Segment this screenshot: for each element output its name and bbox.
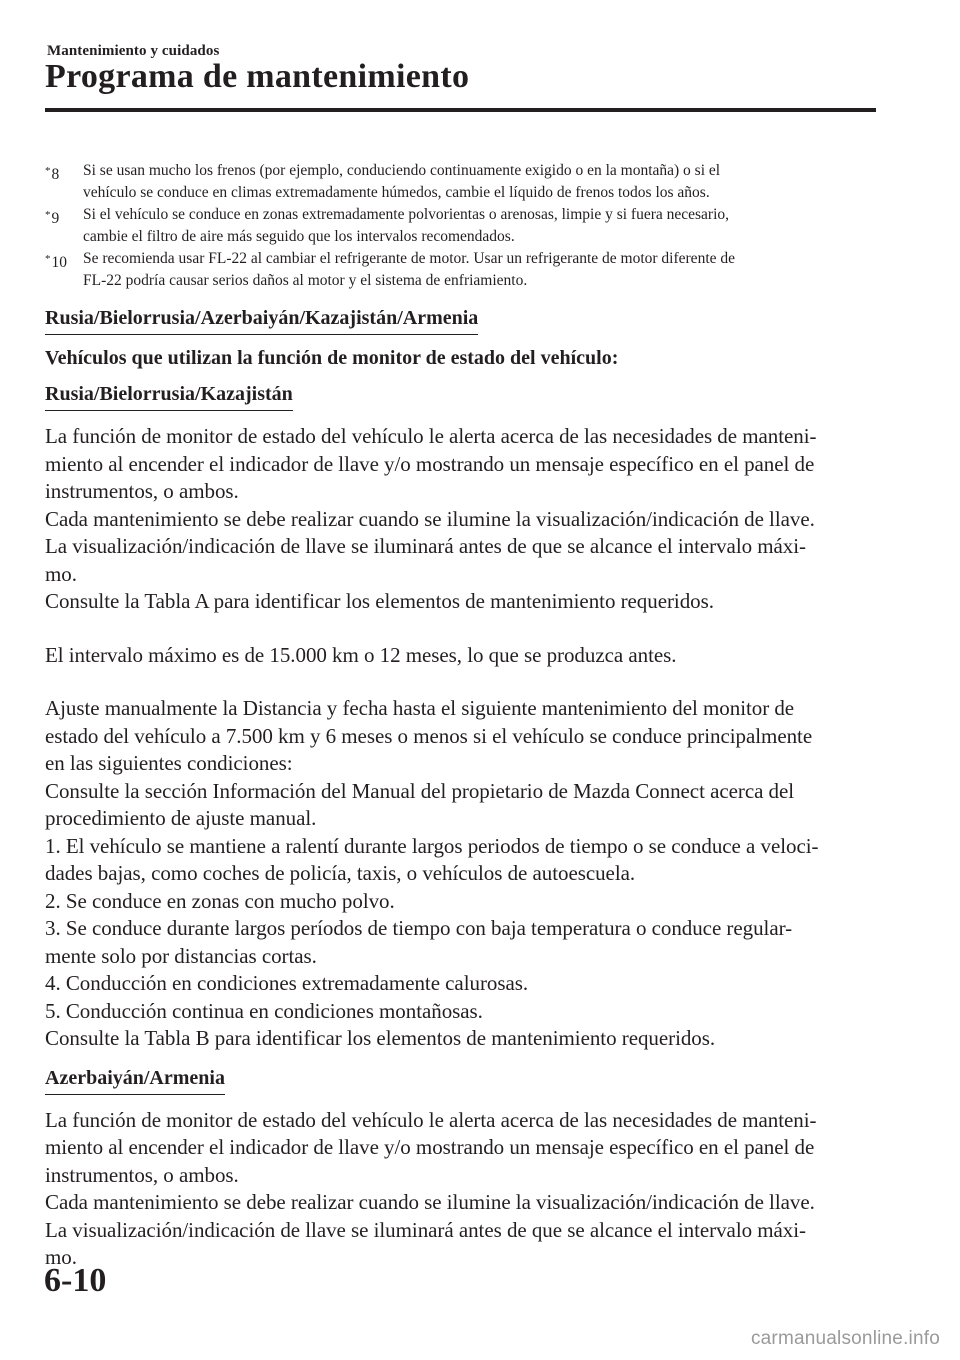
text-line: La visualización/indicación de llave se iluminará antes de que se alcance el intervalo máxi- bbox=[45, 1217, 806, 1242]
footnote-line: vehículo se conduce en climas extremadamente húmedos, cambie el líquido de frenos todos los años. bbox=[83, 184, 710, 201]
text-line: estado del vehículo a 7.500 km y 6 meses o menos si el vehículo se conduce principalmente bbox=[45, 723, 813, 748]
text-line: La función de monitor de estado del vehículo le alerta acerca de las necesidades de manteni- bbox=[45, 424, 817, 448]
text-line: Consulte la Tabla A para identificar los elementos de mantenimiento requeridos. bbox=[45, 589, 714, 613]
paragraph-max-interval bbox=[45, 642, 880, 670]
text-line: Cada mantenimiento se debe realizar cuando se ilumine la visualización/indicación de llave. bbox=[45, 1190, 815, 1214]
footnote-8 bbox=[45, 160, 875, 204]
footnote-marker: *10 bbox=[45, 253, 67, 271]
paragraph-manual-adjust bbox=[45, 695, 880, 1053]
section-label: Mantenimiento y cuidados bbox=[47, 43, 220, 59]
footnote-10 bbox=[45, 248, 875, 292]
text-line: procedimiento de ajuste manual. bbox=[45, 806, 317, 830]
vehicle-heading: Vehículos que utilizan la función de monitor de estado del vehículo: bbox=[45, 347, 619, 369]
subsection-heading-russia: Rusia/Bielorrusia/Kazajistán bbox=[45, 381, 293, 411]
paragraph-monitor-alert bbox=[45, 423, 880, 616]
footnote-line: Si se usan mucho los frenos (por ejemplo, conduciendo continuamente exigido o en la montaña) o si el bbox=[83, 162, 721, 179]
text-line: en las siguientes condiciones: bbox=[45, 751, 293, 775]
footnote-marker: *8 bbox=[45, 165, 60, 183]
text-line: instrumentos, o ambos. bbox=[45, 479, 239, 503]
watermark: carmanualsonline.info bbox=[750, 1328, 940, 1349]
footnote-line: FL-22 podría causar serios daños al motor y el sistema de enfriamiento. bbox=[83, 272, 528, 289]
text-line: El intervalo máximo es de 15.000 km o 12 meses, lo que se produzca antes. bbox=[45, 642, 677, 667]
text-line: mo. bbox=[45, 1245, 77, 1269]
text-line: mente solo por distancias cortas. bbox=[45, 943, 317, 968]
text-line: La visualización/indicación de llave se iluminará antes de que se alcance el intervalo máxi- bbox=[45, 534, 806, 558]
text-line: 4. Conducción en condiciones extremadamente calurosas. bbox=[45, 971, 529, 995]
text-line: Ajuste manualmente la Distancia y fecha hasta el siguiente mantenimiento del monitor de bbox=[45, 696, 795, 720]
text-line: instrumentos, o ambos. bbox=[45, 1162, 239, 1187]
text-line: miento al encender el indicador de llave y/o mostrando un mensaje específico en el panel de bbox=[45, 451, 815, 476]
text-line: 5. Conducción continua en condiciones montañosas. bbox=[45, 998, 483, 1023]
footnote-line: cambie el filtro de aire más seguido que los intervalos recomendados. bbox=[83, 228, 515, 245]
text-line: Consulte la sección Información del Manual del propietario de Mazda Connect acerca del bbox=[45, 778, 795, 803]
paragraph-monitor-alert-2 bbox=[45, 1107, 880, 1272]
text-line: dades bajas, como coches de policía, taxis, o vehículos de autoescuela. bbox=[45, 861, 636, 885]
footnote-line: Se recomienda usar FL-22 al cambiar el refrigerante de motor. Usar un refrigerante de motor diferente de bbox=[83, 250, 736, 267]
page-title: Programa de mantenimiento bbox=[45, 58, 470, 95]
text-line: mo. bbox=[45, 561, 77, 586]
text-line: La función de monitor de estado del vehículo le alerta acerca de las necesidades de manteni- bbox=[45, 1107, 817, 1132]
region-heading: Rusia/Bielorrusia/Azerbaiyán/Kazajistán/Armenia bbox=[45, 305, 478, 335]
text-line: 1. El vehículo se mantiene a ralentí durante largos periodos de tiempo o se conduce a veloci- bbox=[45, 833, 819, 858]
main-content bbox=[45, 305, 880, 1272]
footnote-line: Si el vehículo se conduce en zonas extremadamente polvorientas o arenosas, limpie y si fuera necesario, bbox=[83, 206, 730, 223]
footnote-marker: *9 bbox=[45, 209, 60, 227]
text-line: 2. Se conduce en zonas con mucho polvo. bbox=[45, 888, 395, 913]
text-line: 3. Se conduce durante largos períodos de tiempo con baja temperatura o conduce regular- bbox=[45, 916, 793, 940]
subsection-heading-azerbaijan: Azerbaiyán/Armenia bbox=[45, 1065, 225, 1095]
text-line: Consulte la Tabla B para identificar los elementos de mantenimiento requeridos. bbox=[45, 1026, 716, 1050]
footnote-9 bbox=[45, 204, 875, 248]
title-divider bbox=[45, 108, 876, 112]
text-line: Cada mantenimiento se debe realizar cuando se ilumine la visualización/indicación de llave. bbox=[45, 506, 815, 531]
text-line: miento al encender el indicador de llave y/o mostrando un mensaje específico en el panel de bbox=[45, 1135, 815, 1159]
page-number: 6-10 bbox=[44, 1262, 107, 1299]
footnotes bbox=[45, 160, 875, 292]
